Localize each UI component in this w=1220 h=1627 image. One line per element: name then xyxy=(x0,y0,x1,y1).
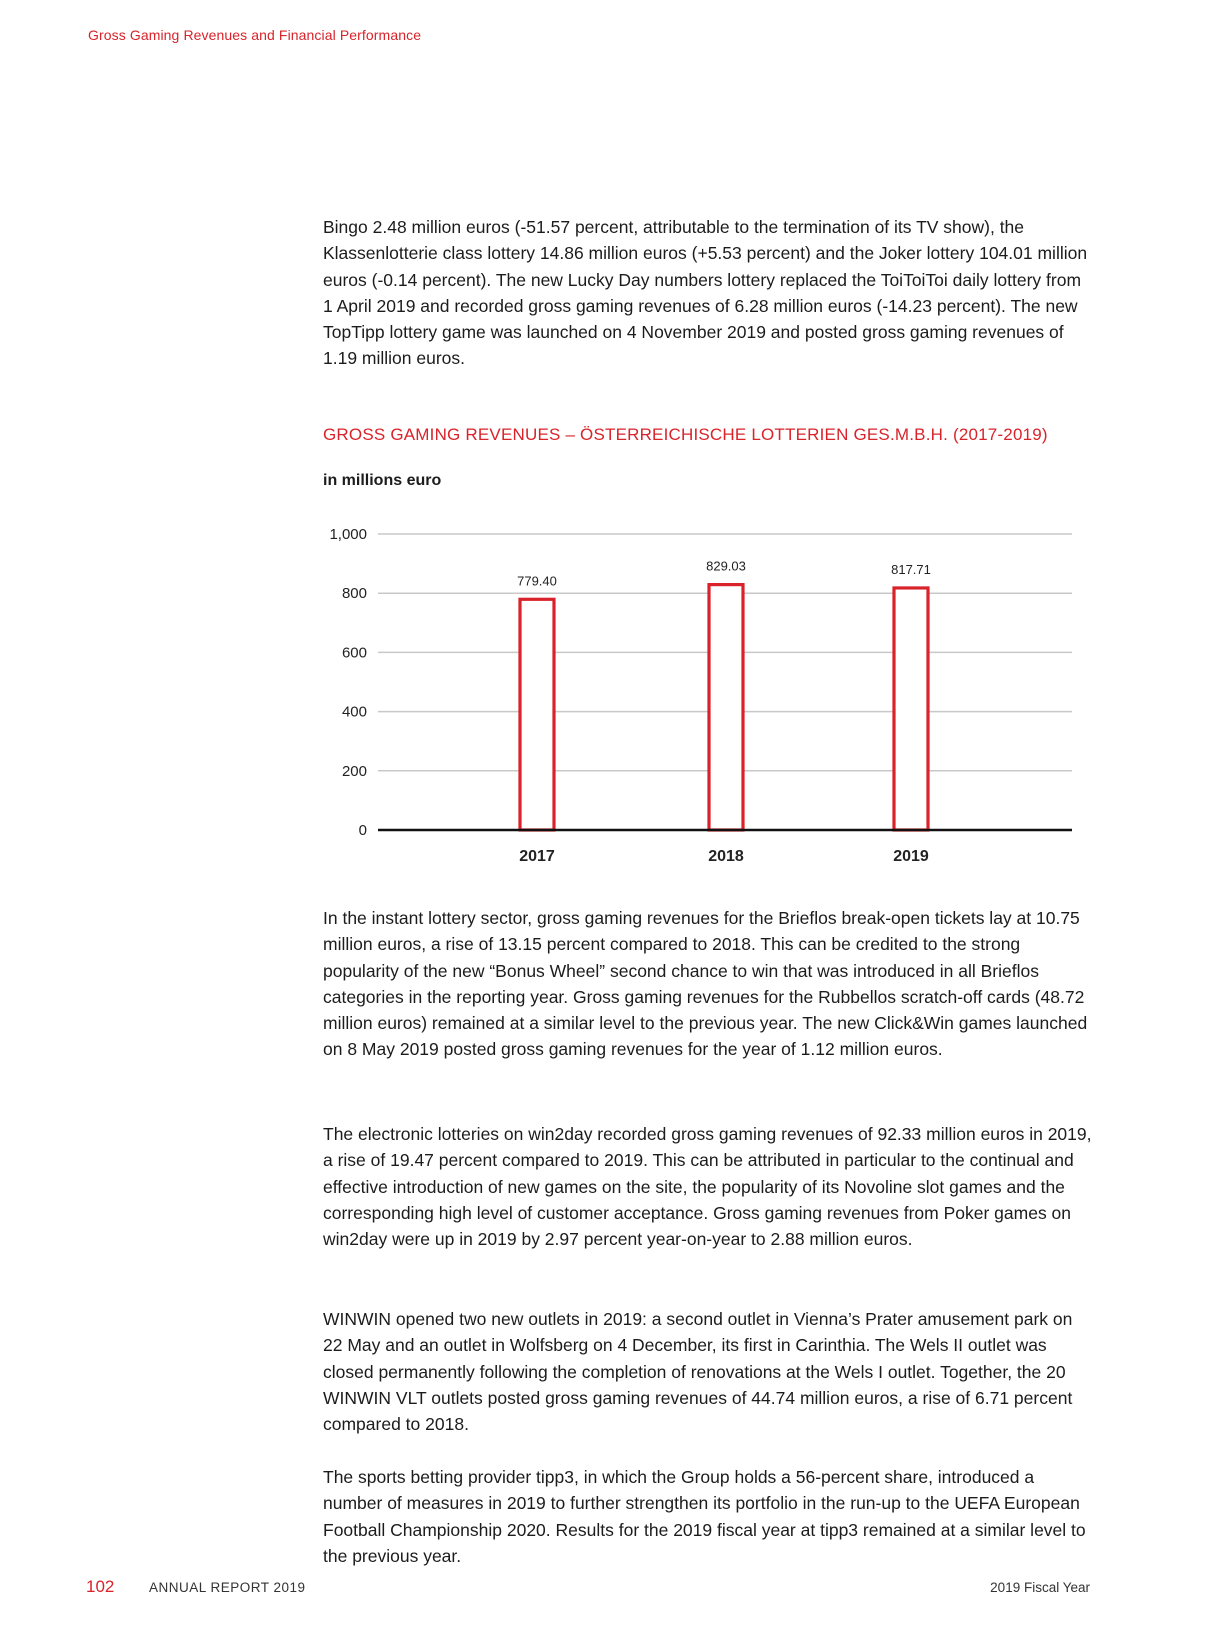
bar-2019 xyxy=(894,588,928,830)
x-tick-label: 2018 xyxy=(708,848,744,865)
y-tick-label: 1,000 xyxy=(329,526,367,543)
paragraph-text: The electronic lotteries on win2day recorded gross gaming revenues of 92.33 million euros in 2019, a rise of 19.47 percent compared to 2019. This can be attributed in particular to the continual and effective introduction of new games on the site, the popularity of its Novoline slot games and the corresponding high level of customer acceptance. Gross gaming revenues from Poker games on win2day were up in 2019 by 2.97 percent year-on-year to 2.88 million euros. xyxy=(323,1124,1092,1250)
y-tick-label: 800 xyxy=(341,585,367,603)
running-head: Gross Gaming Revenues and Financial Performance xyxy=(88,27,422,43)
body-paragraph-2 xyxy=(323,905,1095,1063)
data-label: 779.40 xyxy=(517,573,557,589)
paragraph-text: WINWIN opened two new outlets in 2019: a second outlet in Vienna’s Prater amusement park on 22 May and an outlet in Wolfsberg on 4 December, its first in Carinthia. The Wels II outlet was closed permanently following the completion of renovations at the Wels I outlet. Together, the 20 WINWIN VLT outlets posted gross gaming revenues of 44.74 million euros, a rise of 6.71 percent compared to 2018. xyxy=(323,1309,1073,1435)
paragraph-text: In the instant lottery sector, gross gaming revenues for the Brieflos break-open tickets lay at 10.75 million euros, a rise of 13.15 percent compared to 2018. This can be credited to the strong popularity of the new “Bonus Wheel” second chance to win that was introduced in all Brieflos categories in the reporting year. Gross gaming revenues for the Rubbellos scratch-off cards (48.72 million euros) remained at a similar level to the previous year. The new Click&Win games launched on 8 May 2019 posted gross gaming revenues for the year of 1.12 million euros. xyxy=(323,908,1088,1060)
bar-2017 xyxy=(520,599,554,830)
y-tick-label: 400 xyxy=(341,703,367,721)
footer-fiscal-year: 2019 Fiscal Year xyxy=(990,1580,1090,1595)
footer-report-title: ANNUAL REPORT 2019 xyxy=(149,1580,306,1595)
body-paragraph-5 xyxy=(323,1464,1095,1569)
x-tick-label: 2017 xyxy=(519,848,555,865)
body-paragraph-4 xyxy=(323,1306,1095,1437)
chart-title: GROSS GAMING REVENUES – ÖSTERREICHISCHE LOTTERIEN GES.M.B.H. (2017-2019) xyxy=(323,425,1048,444)
bar-2018 xyxy=(709,585,743,830)
body-paragraph-3 xyxy=(323,1121,1095,1252)
y-tick-label: 200 xyxy=(341,762,367,780)
y-tick-label: 0 xyxy=(358,822,367,839)
x-tick-label: 2019 xyxy=(893,848,929,865)
page-number: 102 xyxy=(86,1577,115,1596)
paragraph-text: Bingo 2.48 million euros (-51.57 percent, attributable to the termination of its TV show), the Klassenlotterie class lottery 14.86 million euros (+5.53 percent) and the Joker lottery 104.01 million euros (-0.14 percent). The new Lucky Day numbers lottery replaced the ToiToiToi daily lottery from 1 April 2019 and recorded gross gaming revenues of 6.28 million euros (-14.23 percent). The new TopTipp lottery game was launched on 4 November 2019 and posted gross gaming revenues of 1.19 million euros. xyxy=(323,217,1088,369)
chart-unit-label: in millions euro xyxy=(323,472,442,489)
data-label: 829.03 xyxy=(706,558,746,574)
data-label: 817.71 xyxy=(891,561,931,577)
paragraph-text: The sports betting provider tipp3, in which the Group holds a 56-percent share, introduced a number of measures in 2019 to further strengthen its portfolio in the run-up to the UEFA European Football Championship 2020. Results for the 2019 fiscal year at tipp3 remained at a similar level to the previous year. xyxy=(323,1467,1086,1566)
y-tick-label: 600 xyxy=(341,644,367,662)
